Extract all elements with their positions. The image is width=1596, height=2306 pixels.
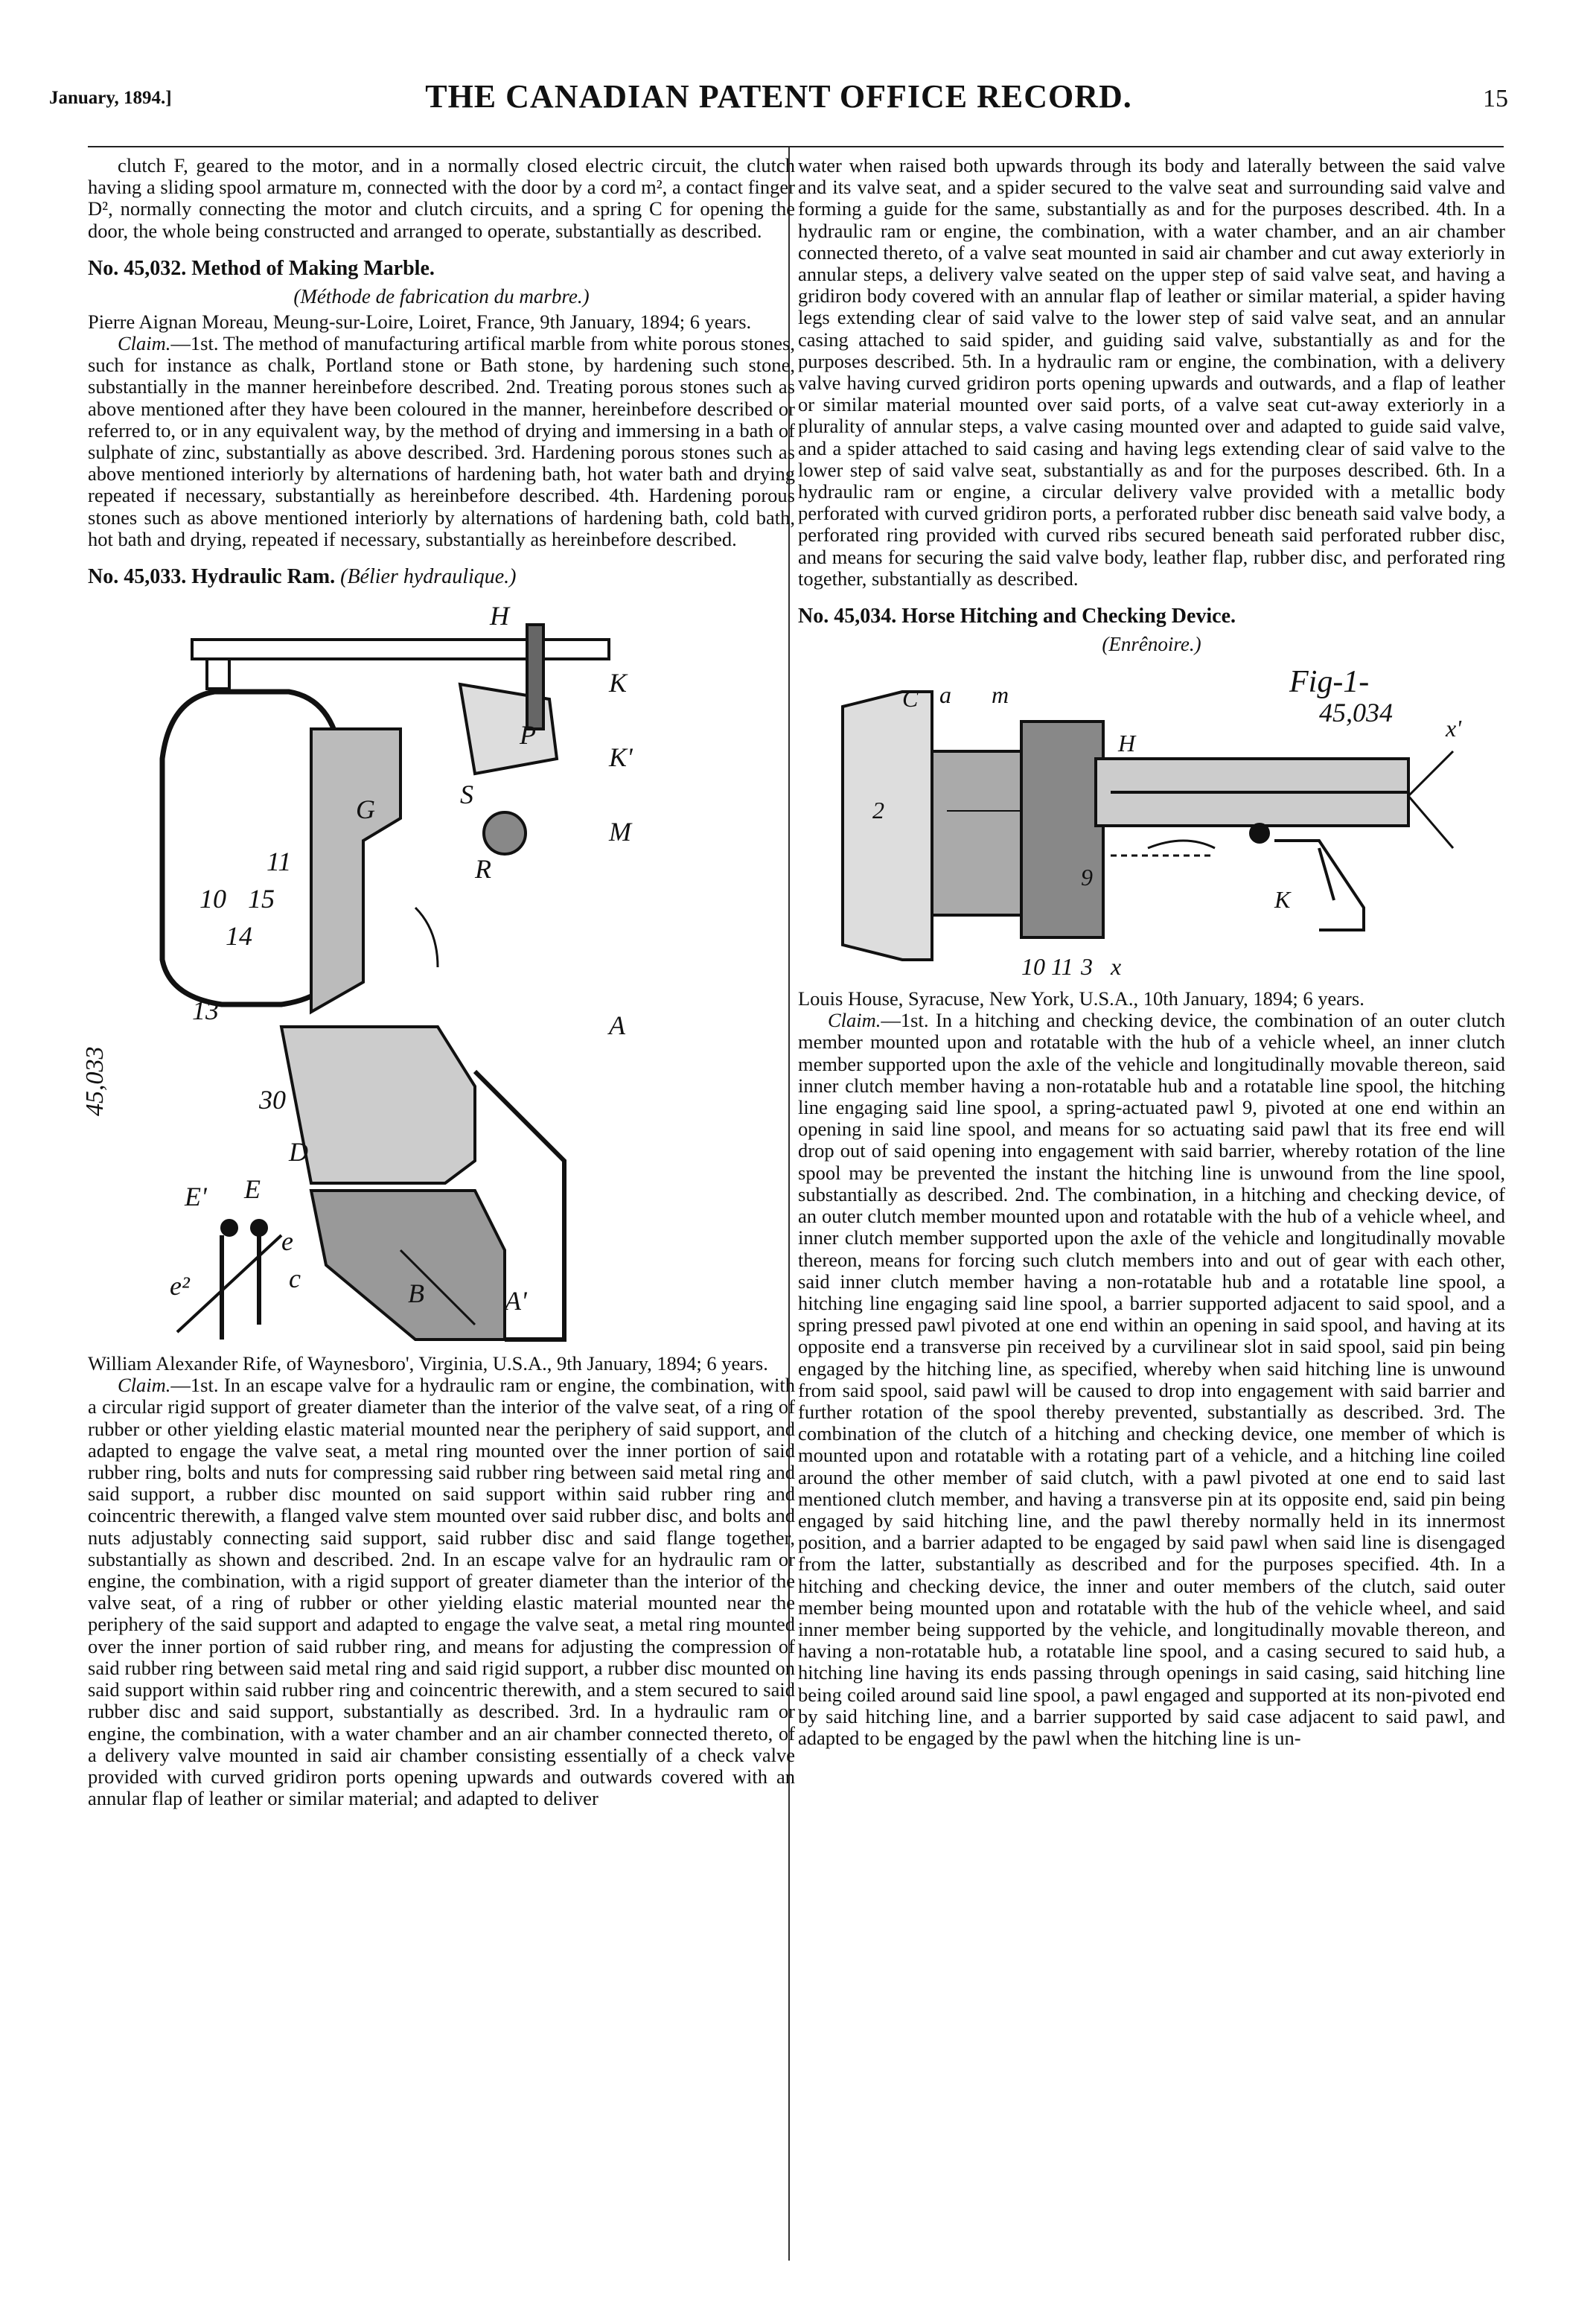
patent-heading-45032	[88, 257, 795, 281]
patent-claims	[88, 1375, 795, 1809]
patent-claims	[798, 1010, 1505, 1749]
fig-label: 9	[1081, 864, 1093, 891]
patent-heading-45034	[798, 605, 1505, 628]
patent-inventor: Louis House, Syracuse, New York, U.S.A., 10th January, 1894; 6 years.	[798, 987, 1364, 1010]
fig-label: C	[902, 685, 919, 713]
fig-label: H	[1118, 730, 1136, 757]
claim-label: Claim.	[118, 332, 171, 355]
fig-label: D	[289, 1137, 308, 1168]
fig-label: a	[939, 681, 951, 709]
fig-label: G	[356, 794, 375, 825]
figure-patent-number: 45,034	[1319, 698, 1393, 728]
fig-label: S	[460, 780, 473, 810]
hydraulic-ram-illustration	[81, 595, 788, 1347]
fig-label: A'	[505, 1286, 527, 1316]
fig-label: 10	[1021, 953, 1045, 981]
claim-label: Claim.	[828, 1009, 881, 1032]
patent-heading-45033	[88, 565, 795, 589]
issue-date: January, 1894.]	[49, 88, 172, 108]
fig-label: P	[520, 720, 536, 751]
right-column	[798, 155, 1505, 2261]
claim-text: —1st. The method of manufacturing artifical marble from white porous stones, such for instance as chalk, Portland stone or Bath stone, by hardening such stone, substantially in the manner hereinbefore described. 2nd. Treating porous stones such as above mentioned after they have been coloured in the manner, hereinbefore described or referred to, or in any equivalent way, by the method of drying and immersing in a bath of sulphate of zinc, substantially as above described. 3rd. Hardening porous stones such as above mentioned interiorly by alternations of hardening bath, hot water bath and drying repeated if necessary, substantially as hereinbefore described. 4th. Hardening porous stones such as above mentioned interiorly by alternations of hardening bath, cold bath, hot bath and drying, repeated if necessary, substantially as hereinbefore described.	[88, 332, 795, 550]
fig-label: E'	[185, 1182, 207, 1212]
patent-claims	[88, 333, 795, 550]
claim-text: —1st. In a hitching and checking device, the combination of an outer clutch member mounted upon and rotatable with the hub of a vehicle wheel, an inner clutch member supported upon the axle of the vehicle and longitudinally movable thereon, said inner clutch member having a non-rotatable hub and a rotatable line spool, the hitching line engaging said line spool, a spring-actuated pawl 9, pivoted at one end within an opening in said line spool, and means for so actuating said pawl that its free end will drop out of said opening into engagement with said barrier, whereby rotation of the line spool may be prevented the instant the hitching line is unwound from the line spool, substantially as described. 2nd. The combination, in a hitching and checking device, of an outer clutch member mounted upon and rotatable with the hub of a vehicle wheel, and inner clutch member supported upon the axle of the vehicle and longitudinally movable thereon, means for forcing such clutch members into and out of gear with each other, said inner clutch member having a non-rotatable hub and a rotatable line spool, a hitching line engaging said line spool, a barrier supported adjacent to said spool, and a spring pressed pawl pivoted at one end within an opening in said spool, and having at its opposite end a transverse pin received by a curvilinear slot in said spool, said pin being engaged by the hitching line, as specified, whereby when said hitching line is unwound from said spool, said pawl will be caused to drop into engagement with said barrier and further rotation of the spool thereby prevented, substantially as described. 3rd. The combination of the clutch of a hitching and checking device, one member of which is mounted upon and rotatable with a rotating part of a vehicle, and a hitching line coiled around the other member of said clutch, with a pawl pivoted at one end to said last mentioned clutch member, and having a transverse pin at its opposite end, said pin being engaged by said hitching line, and the pawl thereby normally held in its innermost position, and a barrier adapted to be engaged by said pawl when said line is disengaged from the latter, substantially as described and for the purposes specified. 4th. In a hitching and checking device, the inner and outer members of the clutch, said outer member being mounted upon and rotatable with the hub of the vehicle wheel, and said inner member being supported by the vehicle, and longitudinally movable thereon, and having a non-rotatable hub, a rotatable line spool, and a casing secured to said hub, a hitching line having its ends passing through openings in said casing, said hitching line being coiled around said line spool, a pawl engaged and supported at its non-pivoted end by said hitching line, and a barrier supported by said case adjacent to said pawl, and adapted to be engaged by the pawl when the hitching line is un-	[798, 1009, 1505, 1749]
patent-title: Hydraulic Ram.	[191, 565, 336, 589]
patent-title: Horse Hitching and Checking Device.	[901, 605, 1236, 628]
fig-label: e	[281, 1226, 293, 1257]
continued-claim-text: water when raised both upwards through its body and laterally between the said valve and its valve seat, and a spider secured to the valve seat and surrounding said valve and forming a guide for the same, substantially as and for the purposes described. 4th. In a hydraulic ram or engine, the combination, with a water chamber, and an air chamber connected thereto, of a valve seat mounted in said air chamber and cut away exteriorly in annular steps, a delivery valve seated on the upper step of said valve seat, and having a gridiron body covered with an annular flap of leather or similar material, a spider having legs extending clear of said valve to the lower step of said valve seat, and an annular casing attached to said spider, and guiding said valve, substantially as and for the purposes described. 5th. In a hydraulic ram or engine, the combination, with a delivery valve having curved gridiron ports opening upwards and outwards, and a flap of leather or similar material mounted over said ports, of a valve seat cut-away exteriorly in a plurality of annular steps, a valve casing mounted over and adapted to guide said valve, and a spider attached to said casing and having legs extending clear of said valve to the lower step of said valve seat, substantially as and for the purposes described. 6th. In a hydraulic ram or engine, a circular delivery valve provided with a metallic body perforated with curved gridiron ports, a perforated rubber disc beneath said valve body, a perforated ring provided with curved ribs secured beneath said perforated rubber disc, and means for securing the said valve body, leather flap, rubber disc, and perforated ring together, substantially as described.	[798, 154, 1505, 590]
fig-label: 14	[226, 921, 252, 952]
fig-label: m	[992, 681, 1009, 709]
fig-label: 11	[1051, 953, 1073, 981]
fig-label: E	[244, 1174, 261, 1205]
fig-label: c	[289, 1264, 301, 1294]
patent-inventor: Pierre Aignan Moreau, Meung-sur-Loire, Loiret, France, 9th January, 1894; 6 years.	[88, 310, 752, 333]
fig-label: H	[490, 601, 509, 631]
fig-label: e²	[170, 1271, 190, 1302]
fig-label: x	[1111, 953, 1122, 981]
figure-patent-number: 45,033	[81, 1046, 109, 1117]
fig-label: 30	[259, 1085, 286, 1115]
patent-title: Method of Making Marble.	[191, 256, 435, 280]
hitching-device-illustration	[798, 662, 1498, 982]
patent-french-title: (Méthode de fabrication du marbre.)	[293, 284, 590, 308]
patent-number: No. 45,032.	[88, 256, 187, 280]
fig-label: 3	[1081, 953, 1093, 981]
fig-label: K	[609, 668, 628, 698]
fig-label: K'	[609, 742, 633, 773]
patent-inventor: William Alexander Rife, of Waynesboro', Virginia, U.S.A., 9th January, 1894; 6 years.	[88, 1352, 768, 1375]
continued-claim-text: clutch F, geared to the motor, and in a normally closed electric circuit, the clutch having a sliding spool armature m, connected with the door by a cord m², a contact finger D², normally connecting the motor and clutch circuits, and a spring C for opening the door, the whole being constructed and arranged to operate, substantially as described.	[88, 154, 795, 242]
patent-french-title: (Bélier hydraulique.)	[340, 565, 517, 589]
fig-label: R	[475, 854, 491, 885]
patent-number: No. 45,033.	[88, 565, 187, 589]
fig-label: K	[1274, 886, 1291, 914]
fig-label: 10	[200, 884, 226, 914]
publication-title: THE CANADIAN PATENT OFFICE RECORD.	[425, 78, 1132, 115]
fig-label: 2	[872, 797, 884, 824]
fig-label: 15	[248, 884, 275, 914]
figure-caption: Fig-1-	[1289, 665, 1370, 700]
fig-label: 11	[266, 847, 292, 877]
fig-label: A	[609, 1010, 625, 1041]
claim-text: —1st. In an escape valve for a hydraulic ram or engine, the combination, with a circular rigid support of greater diameter than the interior of the valve seat, of a ring of rubber or other yielding elastic material mounted near the periphery of said support, and adapted to engage the valve seat, a metal ring mounted over the inner portion of said rubber ring, bolts and nuts for compressing said rubber ring between said metal ring and said support, a rubber disc mounted on said support within said rubber ring and coincentric therewith, a flanged valve stem mounted over said rubber disc, and bolts and nuts adjustably connecting said support, said rubber disc and said flange together, substantially as shown and described. 2nd. In an escape valve for an hydraulic ram or engine, the combination, with a rigid support of greater diameter than the interior of the valve seat, of a ring of rubber or other yielding elastic material mounted near the periphery of the said support and adapted to engage the valve seat, a metal ring mounted over the inner portion of said rubber ring, and means for adjusting the compression of said rubber ring between said metal ring and said rigid support, a rubber disc mounted on said support within said rubber ring and coincentric therewith, and a stem secured to said rubber disc and said support, substantially as described. 3rd. In a hydraulic ram or engine, the combination, with a water chamber and an air chamber connected thereto, of a delivery valve mounted in said air chamber consisting essentially of a check valve provided with curved gridiron ports opening upwards and outwards covered with an annular flap of leather or similar material; and adapted to deliver	[88, 1374, 795, 1810]
patent-number: No. 45,034.	[798, 605, 897, 628]
left-column	[81, 154, 795, 2261]
fig-label: M	[609, 817, 631, 847]
page-number: 15	[1483, 85, 1508, 112]
fig-label: 13	[192, 996, 219, 1026]
patent-french-title: (Enrênoire.)	[1102, 633, 1201, 656]
claim-label: Claim.	[118, 1374, 171, 1397]
header-rule	[88, 146, 1504, 147]
fig-label: x'	[1446, 715, 1462, 742]
page-header	[49, 77, 1508, 122]
fig-label: B	[408, 1278, 424, 1309]
